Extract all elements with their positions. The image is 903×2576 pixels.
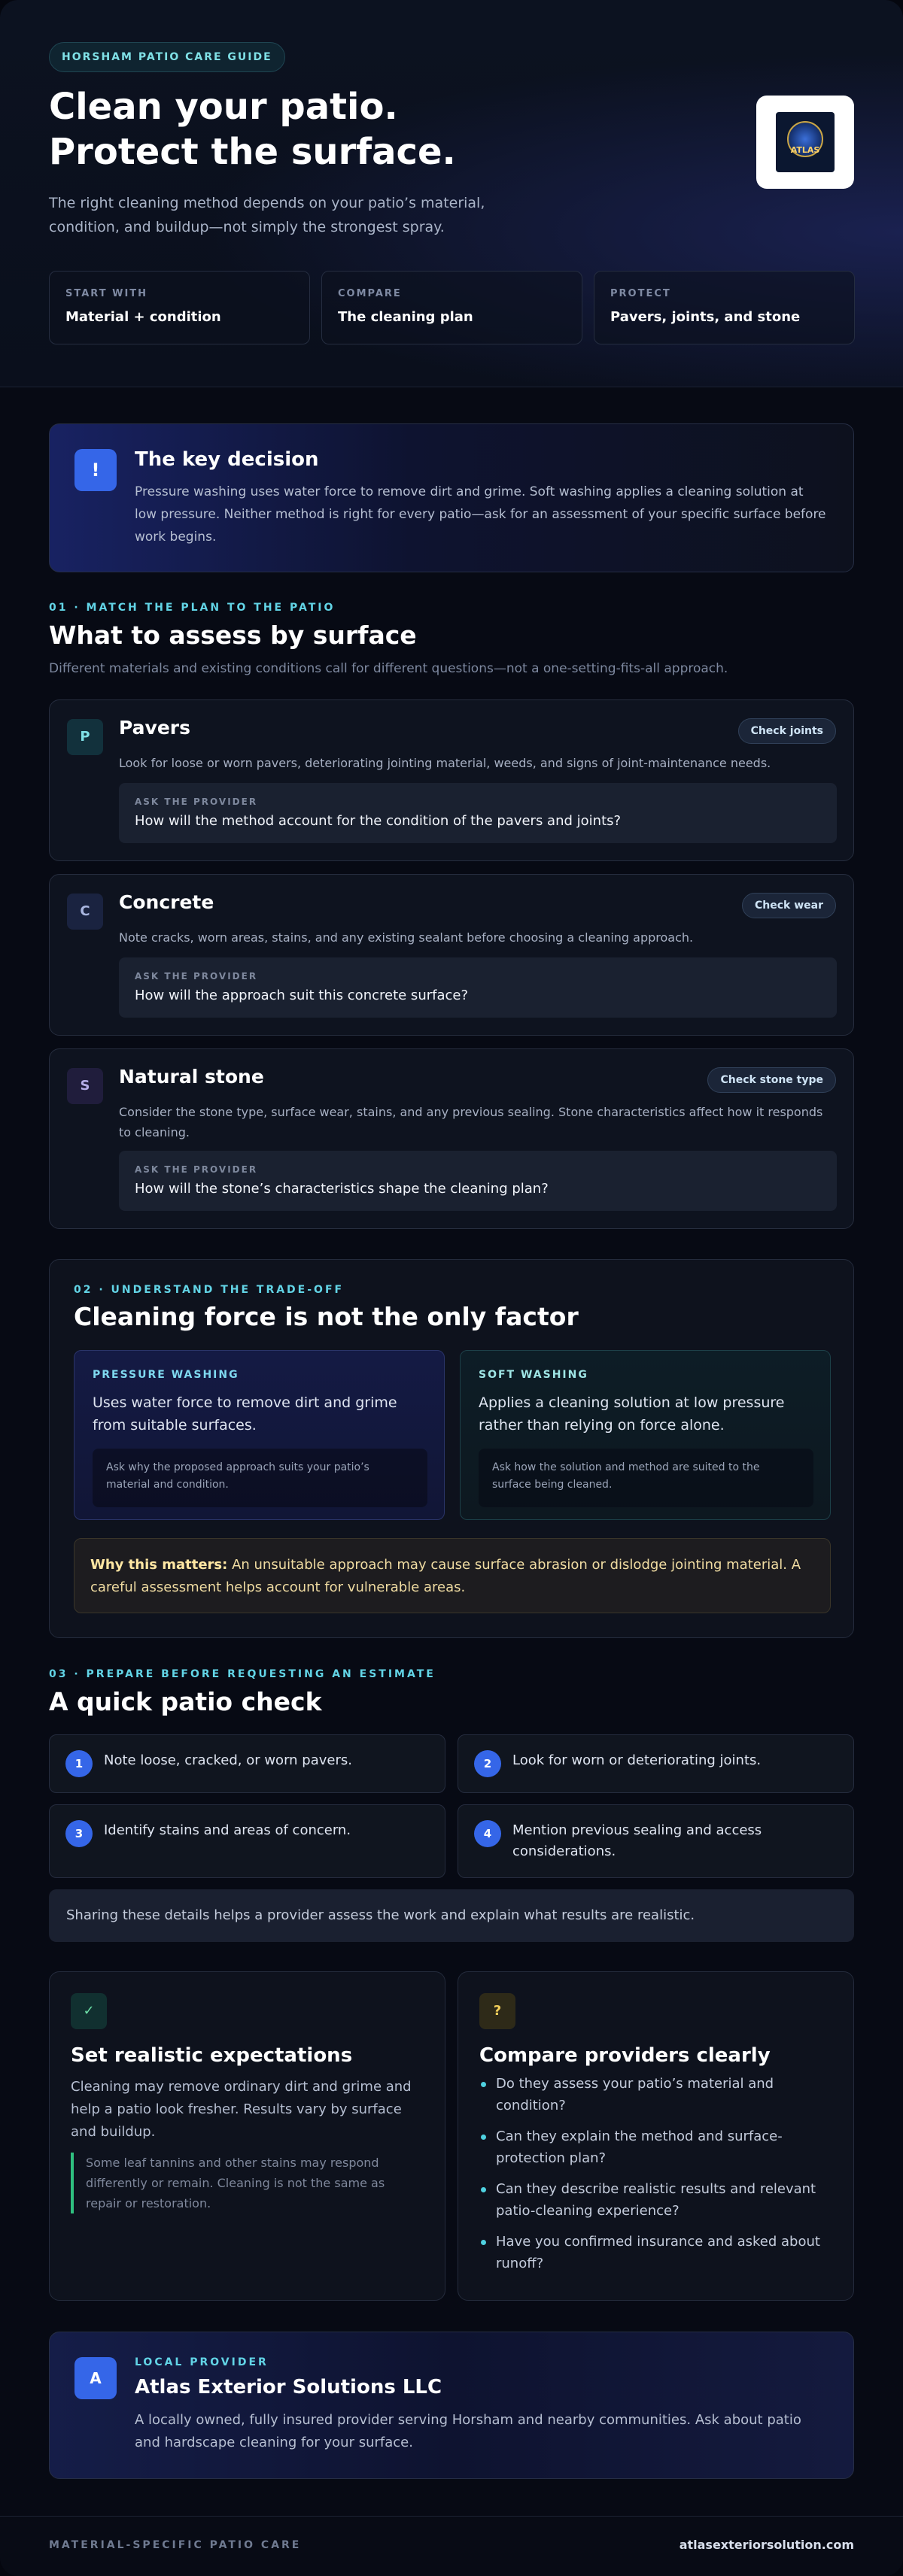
step-number: 2 <box>474 1750 501 1777</box>
company-logo <box>756 96 854 189</box>
tradeoff-card <box>49 1259 854 1638</box>
footer-tagline: MATERIAL-SPECIFIC PATIO CARE <box>49 2539 302 2551</box>
footer <box>0 2516 903 2576</box>
provider-eyebrow: LOCAL PROVIDER <box>135 2356 269 2368</box>
checklist-text: Look for worn or deteriorating joints. <box>512 1752 762 1768</box>
hero-title-line1: Clean your patio. <box>49 86 398 128</box>
step-number: 3 <box>65 1820 93 1847</box>
section3-title: A quick patio check <box>49 1687 322 1716</box>
surface-card-natural-stone <box>49 1048 854 1229</box>
checklist-text: Identify stains and areas of concern. <box>104 1822 351 1838</box>
section1-title: What to assess by surface <box>49 620 417 650</box>
stat-label: COMPARE <box>338 288 402 299</box>
expectations-panel <box>49 1971 445 2301</box>
section1-subtitle: Different materials and existing conditions call for different questions—not a one-setting-fits-all approach. <box>49 661 728 676</box>
stat-value: Pavers, joints, and stone <box>610 309 801 325</box>
ask-provider-box <box>119 783 837 843</box>
surface-title: Natural stone <box>119 1066 264 1088</box>
ask-question: How will the method account for the condition of the pavers and joints? <box>135 813 622 829</box>
checklist-text: Note loose, cracked, or worn pavers. <box>104 1752 352 1768</box>
stat-protect <box>594 271 855 344</box>
exclamation-icon: ! <box>74 449 117 491</box>
checklist-item <box>49 1804 445 1878</box>
provider-description: A locally owned, fully insured provider serving Horsham and nearby communities. Ask about patio and hardscape cleaning for your surface. <box>135 2412 801 2450</box>
why-label: Why this matters: <box>90 1557 228 1573</box>
check-joints-chip: Check joints <box>738 718 836 744</box>
ask-provider-box <box>119 957 837 1018</box>
pressure-washing-note: Ask why the proposed approach suits your patio’s material and condition. <box>93 1449 427 1507</box>
hero-badge: HORSHAM PATIO CARE GUIDE <box>49 42 285 72</box>
ask-label: ASK THE PROVIDER <box>135 971 258 982</box>
compare-list-item: Can they describe realistic results and relevant patio-cleaning experience? <box>479 2178 841 2222</box>
provider-name: Atlas Exterior Solutions LLC <box>135 2376 442 2399</box>
stat-label: START WITH <box>65 288 148 299</box>
checklist-text: Mention previous sealing and access considerations. <box>512 1822 762 1859</box>
stat-value: Material + condition <box>65 309 221 325</box>
pressure-washing-text: Uses water force to remove dirt and grime from suitable surfaces. <box>93 1394 397 1434</box>
surface-card-pavers <box>49 699 854 861</box>
hero-subtitle: The right cleaning method depends on your patio’s material, condition, and buildup—not simply the strongest spray. <box>49 195 485 235</box>
surface-title: Concrete <box>119 891 214 913</box>
pavers-badge-icon: P <box>67 719 103 755</box>
section3-eyebrow: 03 · PREPARE BEFORE REQUESTING AN ESTIMATE <box>49 1668 436 1680</box>
check-stone-type-chip: Check stone type <box>707 1067 836 1093</box>
surface-description: Note cracks, worn areas, stains, and any existing sealant before choosing a cleaning approach. <box>119 930 694 945</box>
stat-value: The cleaning plan <box>338 309 473 325</box>
logo-text: ATLAS <box>790 145 820 155</box>
concrete-badge-icon: C <box>67 894 103 930</box>
checklist-item <box>458 1734 854 1793</box>
key-decision-title: The key decision <box>135 448 319 471</box>
question-icon: ? <box>479 1993 515 2029</box>
hero-title-line2: Protect the surface. <box>49 131 456 173</box>
expectations-body: Cleaning may remove ordinary dirt and grime and help a patio look fresher. Results vary by surface and buildup. <box>71 2079 412 2140</box>
hero <box>0 0 903 387</box>
surface-card-concrete <box>49 874 854 1036</box>
soft-washing-text: Applies a cleaning solution at low pressure rather than relying on force alone. <box>479 1394 785 1434</box>
ask-label: ASK THE PROVIDER <box>135 796 258 807</box>
expectations-quote: Some leaf tannins and other stains may respond differently or remain. Cleaning is not the same as repair or restoration. <box>71 2153 417 2213</box>
footer-website-link[interactable]: atlasexteriorsolution.com <box>679 2538 854 2552</box>
why-text: An unsuitable approach may cause surface abrasion or dislodge jointing material. A careful assessment helps account for vulnerable areas. <box>90 1557 801 1595</box>
stone-badge-icon: S <box>67 1068 103 1104</box>
ask-question: How will the approach suit this concrete surface? <box>135 988 469 1003</box>
provider-card <box>49 2332 854 2479</box>
provider-avatar: A <box>74 2357 117 2399</box>
share-details-note: Sharing these details helps a provider assess the work and explain what results are realistic. <box>49 1889 854 1942</box>
stat-start-with <box>49 271 310 344</box>
compare-title: Compare providers clearly <box>479 2044 771 2067</box>
logo-emblem <box>776 112 835 172</box>
checklist-item <box>49 1734 445 1793</box>
why-this-matters-callout <box>74 1538 831 1613</box>
surface-description: Consider the stone type, surface wear, stains, and any previous sealing. Stone characteristics affect how it responds to cleaning. <box>119 1105 823 1139</box>
step-number: 4 <box>474 1820 501 1847</box>
pressure-washing-panel <box>74 1350 445 1520</box>
stat-label: PROTECT <box>610 288 671 299</box>
checklist-item <box>458 1804 854 1878</box>
stat-compare <box>321 271 582 344</box>
surface-description: Look for loose or worn pavers, deteriorating jointing material, weeds, and signs of joint-maintenance needs. <box>119 756 771 770</box>
surface-title: Pavers <box>119 717 190 739</box>
check-wear-chip: Check wear <box>742 893 836 918</box>
section2-title: Cleaning force is not the only factor <box>74 1302 579 1331</box>
key-decision-card <box>49 423 854 572</box>
compare-panel <box>458 1971 854 2301</box>
key-decision-body: Pressure washing uses water force to remove dirt and grime. Soft washing applies a cleaning solution at low pressure. Neither method is right for every patio—ask for an assessment of your specific surface before work begins. <box>135 484 826 545</box>
soft-washing-label: SOFT WASHING <box>479 1369 588 1381</box>
soft-washing-note: Ask how the solution and method are suited to the surface being cleaned. <box>479 1449 813 1507</box>
hero-title <box>49 84 456 174</box>
section2-eyebrow: 02 · UNDERSTAND THE TRADE-OFF <box>74 1284 345 1296</box>
ask-question: How will the stone’s characteristics shape the cleaning plan? <box>135 1181 549 1197</box>
compare-list-item: Do they assess your patio’s material and condition? <box>479 2073 841 2116</box>
step-number: 1 <box>65 1750 93 1777</box>
ask-provider-box <box>119 1151 837 1211</box>
compare-list <box>479 2073 841 2283</box>
compare-list-item: Can they explain the method and surface-protection plan? <box>479 2125 841 2169</box>
expectations-title: Set realistic expectations <box>71 2044 353 2067</box>
ask-label: ASK THE PROVIDER <box>135 1164 258 1175</box>
section1-eyebrow: 01 · MATCH THE PLAN TO THE PATIO <box>49 602 336 614</box>
pressure-washing-label: PRESSURE WASHING <box>93 1369 239 1381</box>
check-icon: ✓ <box>71 1993 107 2029</box>
soft-washing-panel <box>460 1350 831 1520</box>
compare-list-item: Have you confirmed insurance and asked about runoff? <box>479 2231 841 2274</box>
